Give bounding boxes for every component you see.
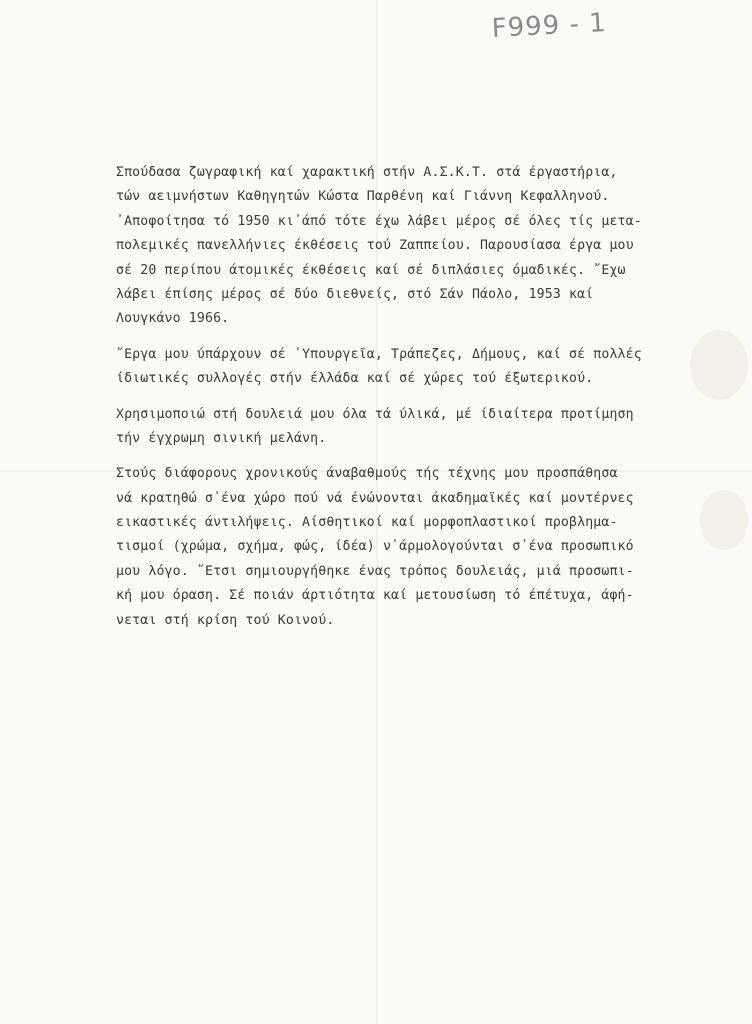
text-line: πολεμικές πανελλήνιες έκθέσεις τού Ζαππείου. Παρουσίασα έργα μου <box>116 238 634 254</box>
text-line: Στούς διάφορους χρονικούς άναβαθμούς τής τέχνης μου προσπάθησα <box>116 466 618 482</box>
paragraph-education <box>116 161 726 332</box>
text-line: εικαστικές άντιλήψεις. Αίσθητικοί καί μορφοπλαστικοί προβλημα- <box>116 515 618 531</box>
text-line: ίδιωτικές συλλογές στήν έλλάδα καί σέ χώρες τού έξωτερικού. <box>116 371 594 387</box>
text-line: Χρησιμοποιώ στή δουλειά μου όλα τά ύλικά, μέ ίδιαίτερα προτίμηση <box>116 406 634 422</box>
typed-body-text <box>116 161 726 644</box>
text-line: λάβει έπίσης μέρος σέ δύο διεθνείς, στό Σάν Πάολο, 1953 καί <box>116 286 594 302</box>
text-line: τών αειμνήστων Καθηγητών Κώστα Παρθένη καί Γιάννη Κεφαλληνού. <box>116 189 610 205</box>
text-line: νά κρατηθώ σ᾿ένα χώρο πού νά ένώνονται άκαδημαϊκές καί μοντέρνες <box>116 490 634 506</box>
text-line: τήν έγχρωμη σινική μελάνη. <box>116 430 327 446</box>
text-line: σέ 20 περίπου άτομικές έκθέσεις καί σέ διπλάσιες όμαδικές. ῎Εχω <box>116 262 626 278</box>
handwritten-reference-note: F999 - 1 <box>491 7 608 44</box>
paragraph-artistic-approach <box>116 462 726 633</box>
paragraph-collections <box>116 343 726 392</box>
text-line: Σπούδασα ζωγραφική καί χαρακτική στήν Α.Σ.Κ.Τ. στά έργαστήρια, <box>116 165 618 180</box>
text-line: ᾿Αποφοίτησα τό 1950 κι᾿άπό τότε έχω λάβει μέρος σέ όλες τίς μετα- <box>116 213 642 229</box>
text-line: κή μου όραση. Σέ ποιάν άρτιότητα καί μετουσίωση τό έπέτυχα, άφή- <box>116 588 634 604</box>
text-line: τισμοί (χρώμα, σχήμα, φώς, ίδέα) ν᾿άρμολογούνται σ᾿ένα προσωπικό <box>116 539 634 555</box>
text-line: νεται στή κρίση τού Κοινού. <box>116 612 335 628</box>
paragraph-materials <box>116 403 726 452</box>
text-line: μου λόγο. ῎Ετσι σημιουργήθηκε ένας τρόπος δουλειάς, μιά προσωπι- <box>116 563 634 579</box>
text-line: Λουγκάνο 1966. <box>116 311 230 327</box>
text-line: ῎Εργα μου ύπάρχουν σέ ῾Υπουργεῖα, Τράπεζες, Δήμους, καί σέ πολλές <box>116 346 642 362</box>
